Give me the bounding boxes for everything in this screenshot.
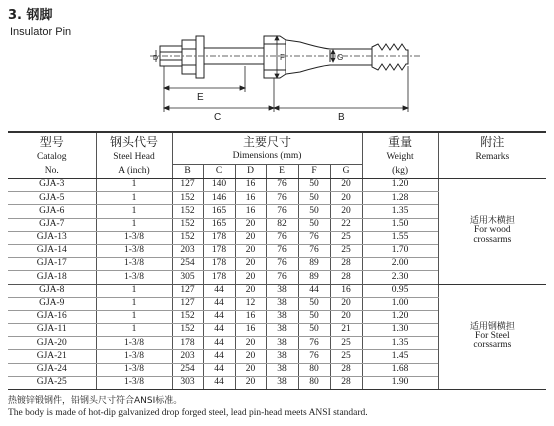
dim-d-cell: 20 [235,231,266,244]
dim-e-cell: 76 [266,231,298,244]
steel-head-cell: 1-3/8 [96,258,172,271]
dim-e-cell: 38 [266,376,298,389]
dim-f-cell: 50 [298,205,330,218]
dim-d-cell: 16 [235,310,266,323]
dim-d-cell: 20 [235,271,266,284]
dim-c-cell: 165 [203,218,235,231]
dim-e-cell: 38 [266,297,298,310]
steel-head-cell: 1-3/8 [96,337,172,350]
dim-f-cell: 50 [298,192,330,205]
dim-b-cell: 303 [172,376,203,389]
footnote-en: The body is made of hot-dip galvanized drop forged steel, lead pin-head meets ANSI standard. [8,408,368,418]
dim-g-cell: 20 [330,297,362,310]
dim-c-cell: 178 [203,271,235,284]
dim-e-cell: 76 [266,244,298,257]
remarks-line: corssarms [473,340,512,351]
dim-b-cell: 152 [172,324,203,337]
catalog-no-cell: GJA-6 [8,205,96,218]
catalog-no-cell: GJA-13 [8,231,96,244]
catalog-no-cell: GJA-7 [8,218,96,231]
dim-d-cell: 20 [235,284,266,297]
dim-col-e: E [266,165,298,179]
catalog-no-cell: GJA-5 [8,192,96,205]
insulator-pin-drawing [0,0,554,126]
steelhead-header-unit: A (inch) [96,165,172,179]
remarks-line: For Steel [475,330,510,341]
dim-f-cell: 89 [298,271,330,284]
dim-b-cell: 305 [172,271,203,284]
dim-e-cell: 38 [266,363,298,376]
dim-d-cell: 20 [235,218,266,231]
weight-cell: 1.28 [362,192,438,205]
dim-f-cell: 89 [298,258,330,271]
remarks-header-blank [438,165,546,179]
dim-c-cell: 44 [203,297,235,310]
dim-e-cell: 38 [266,350,298,363]
weight-cell: 1.35 [362,337,438,350]
dim-b-cell: 127 [172,284,203,297]
catalog-header-no: No. [8,165,96,179]
steel-head-cell: 1-3/8 [96,244,172,257]
weight-cell: 2.30 [362,271,438,284]
dim-f-cell: 76 [298,231,330,244]
dim-e-cell: 38 [266,324,298,337]
dim-g-cell: 25 [330,350,362,363]
dim-c-cell: 44 [203,376,235,389]
catalog-no-cell: GJA-14 [8,244,96,257]
table-row [8,284,546,297]
dim-d-cell: 12 [235,297,266,310]
spec-table-body [8,179,546,390]
dim-b-cell: 152 [172,310,203,323]
weight-cell: 2.00 [362,258,438,271]
dim-d-cell: 16 [235,179,266,192]
dim-b-cell: 203 [172,244,203,257]
weight-cell: 1.45 [362,350,438,363]
table-row [8,179,546,192]
weight-header-zh: 重量 [362,132,438,150]
steel-head-cell: 1 [96,179,172,192]
weight-cell: 1.70 [362,244,438,257]
dim-label-c: C [214,112,222,123]
dim-d-cell: 20 [235,337,266,350]
catalog-no-cell: GJA-24 [8,363,96,376]
steel-head-cell: 1 [96,192,172,205]
steelhead-header-en: Steel Head [96,150,172,165]
catalog-no-cell: GJA-17 [8,258,96,271]
dim-e-cell: 82 [266,218,298,231]
dim-f-cell: 80 [298,376,330,389]
weight-cell: 1.20 [362,310,438,323]
catalog-header-zh: 型号 [8,132,96,150]
weight-header-unit: (kg) [362,165,438,179]
steel-head-cell: 1-3/8 [96,350,172,363]
dim-c-cell: 165 [203,205,235,218]
dim-d-cell: 20 [235,258,266,271]
dim-g-cell: 28 [330,271,362,284]
dim-f-cell: 80 [298,363,330,376]
dim-d-cell: 20 [235,244,266,257]
dim-g-cell: 28 [330,258,362,271]
dim-f-cell: 50 [298,179,330,192]
section-subtitle: Insulator Pin [10,26,72,38]
dim-label-b: B [338,112,345,123]
dim-b-cell: 127 [172,297,203,310]
spec-table [8,131,546,390]
dim-e-cell: 38 [266,310,298,323]
dim-d-cell: 16 [235,324,266,337]
dim-c-cell: 44 [203,310,235,323]
dim-c-cell: 44 [203,284,235,297]
steel-head-cell: 1 [96,218,172,231]
steel-head-cell: 1 [96,284,172,297]
dim-c-cell: 44 [203,350,235,363]
dim-c-cell: 178 [203,231,235,244]
remarks-header-zh: 附注 [438,132,546,150]
catalog-no-cell: GJA-18 [8,271,96,284]
steel-head-cell: 1-3/8 [96,376,172,389]
remarks-line: crossarms [473,234,512,245]
catalog-no-cell: GJA-20 [8,337,96,350]
steel-head-cell: 1 [96,297,172,310]
steel-head-cell: 1-3/8 [96,271,172,284]
weight-cell: 0.95 [362,284,438,297]
dim-b-cell: 203 [172,350,203,363]
dim-col-d: D [235,165,266,179]
dim-col-b: B [172,165,203,179]
dim-g-cell: 22 [330,218,362,231]
dim-g-cell: 25 [330,244,362,257]
dim-f-cell: 76 [298,244,330,257]
dim-f-cell: 50 [298,218,330,231]
steel-head-cell: 1 [96,205,172,218]
dim-g-cell: 20 [330,310,362,323]
dim-d-cell: 20 [235,350,266,363]
weight-cell: 1.00 [362,297,438,310]
dim-e-cell: 38 [266,337,298,350]
catalog-no-cell: GJA-11 [8,324,96,337]
catalog-no-cell: GJA-16 [8,310,96,323]
catalog-no-cell: GJA-21 [8,350,96,363]
dim-g-cell: 25 [330,337,362,350]
dim-f-cell: 76 [298,337,330,350]
catalog-no-cell: GJA-8 [8,284,96,297]
dim-d-cell: 20 [235,363,266,376]
steel-head-cell: 1 [96,310,172,323]
steel-head-cell: 1-3/8 [96,363,172,376]
weight-cell: 1.55 [362,231,438,244]
dim-b-cell: 152 [172,218,203,231]
steel-head-cell: 1 [96,324,172,337]
section-title: 3. 钢脚 [8,8,53,23]
dim-label-f: F [280,53,285,62]
dim-g-cell: 28 [330,363,362,376]
dim-e-cell: 76 [266,271,298,284]
dim-f-cell: 44 [298,284,330,297]
dim-d-cell: 20 [235,376,266,389]
weight-cell: 1.50 [362,218,438,231]
remarks-line: 适用木横担 [469,216,515,227]
dim-b-cell: 178 [172,337,203,350]
dim-d-cell: 16 [235,192,266,205]
dim-b-cell: 254 [172,258,203,271]
dim-f-cell: 50 [298,310,330,323]
dim-c-cell: 44 [203,324,235,337]
dim-f-cell: 76 [298,350,330,363]
remarks-cell [438,284,546,390]
weight-cell: 1.68 [362,363,438,376]
dim-c-cell: 44 [203,337,235,350]
dim-c-cell: 44 [203,363,235,376]
dim-g-cell: 20 [330,179,362,192]
dim-g-cell: 16 [330,284,362,297]
dims-header-en: Dimensions (mm) [172,150,362,165]
weight-cell: 1.20 [362,179,438,192]
dim-g-cell: 21 [330,324,362,337]
dim-col-f: F [298,165,330,179]
dim-f-cell: 50 [298,297,330,310]
dim-b-cell: 254 [172,363,203,376]
dim-c-cell: 178 [203,258,235,271]
weight-cell: 1.30 [362,324,438,337]
dim-b-cell: 152 [172,231,203,244]
dim-e-cell: 76 [266,205,298,218]
catalog-no-cell: GJA-9 [8,297,96,310]
dim-e-cell: 76 [266,179,298,192]
dim-b-cell: 152 [172,205,203,218]
steelhead-header-zh: 钢头代号 [96,132,172,150]
dim-b-cell: 152 [172,192,203,205]
dim-label-g: G [337,53,344,62]
weight-cell: 1.35 [362,205,438,218]
dim-label-e: E [197,92,204,103]
remarks-header-en: Remarks [438,150,546,165]
dims-header-zh: 主要尺寸 [172,132,362,150]
weight-header-en: Weight [362,150,438,165]
dim-e-cell: 38 [266,284,298,297]
steel-head-cell: 1-3/8 [96,231,172,244]
dim-g-cell: 20 [330,192,362,205]
catalog-header-en: Catalog [36,151,67,162]
catalog-no-cell: GJA-3 [8,179,96,192]
remarks-line: 适用钢横担 [469,321,515,332]
dim-col-g: G [330,165,362,179]
footnote-zh: 热镀锌锻钢件，铅钢头尺寸符合ANSI标准。 [8,396,183,406]
dim-g-cell: 20 [330,205,362,218]
dim-d-cell: 16 [235,205,266,218]
dim-label-d: D [153,55,159,62]
remarks-cell [438,179,546,285]
weight-cell: 1.90 [362,376,438,389]
dim-c-cell: 140 [203,179,235,192]
remarks-line: For wood [473,225,511,236]
dim-g-cell: 25 [330,231,362,244]
dim-c-cell: 146 [203,192,235,205]
dim-e-cell: 76 [266,192,298,205]
dim-f-cell: 50 [298,324,330,337]
dim-g-cell: 28 [330,376,362,389]
catalog-no-cell: GJA-25 [8,376,96,389]
dim-b-cell: 127 [172,179,203,192]
dim-c-cell: 178 [203,244,235,257]
dim-e-cell: 76 [266,258,298,271]
dim-col-c: C [203,165,235,179]
